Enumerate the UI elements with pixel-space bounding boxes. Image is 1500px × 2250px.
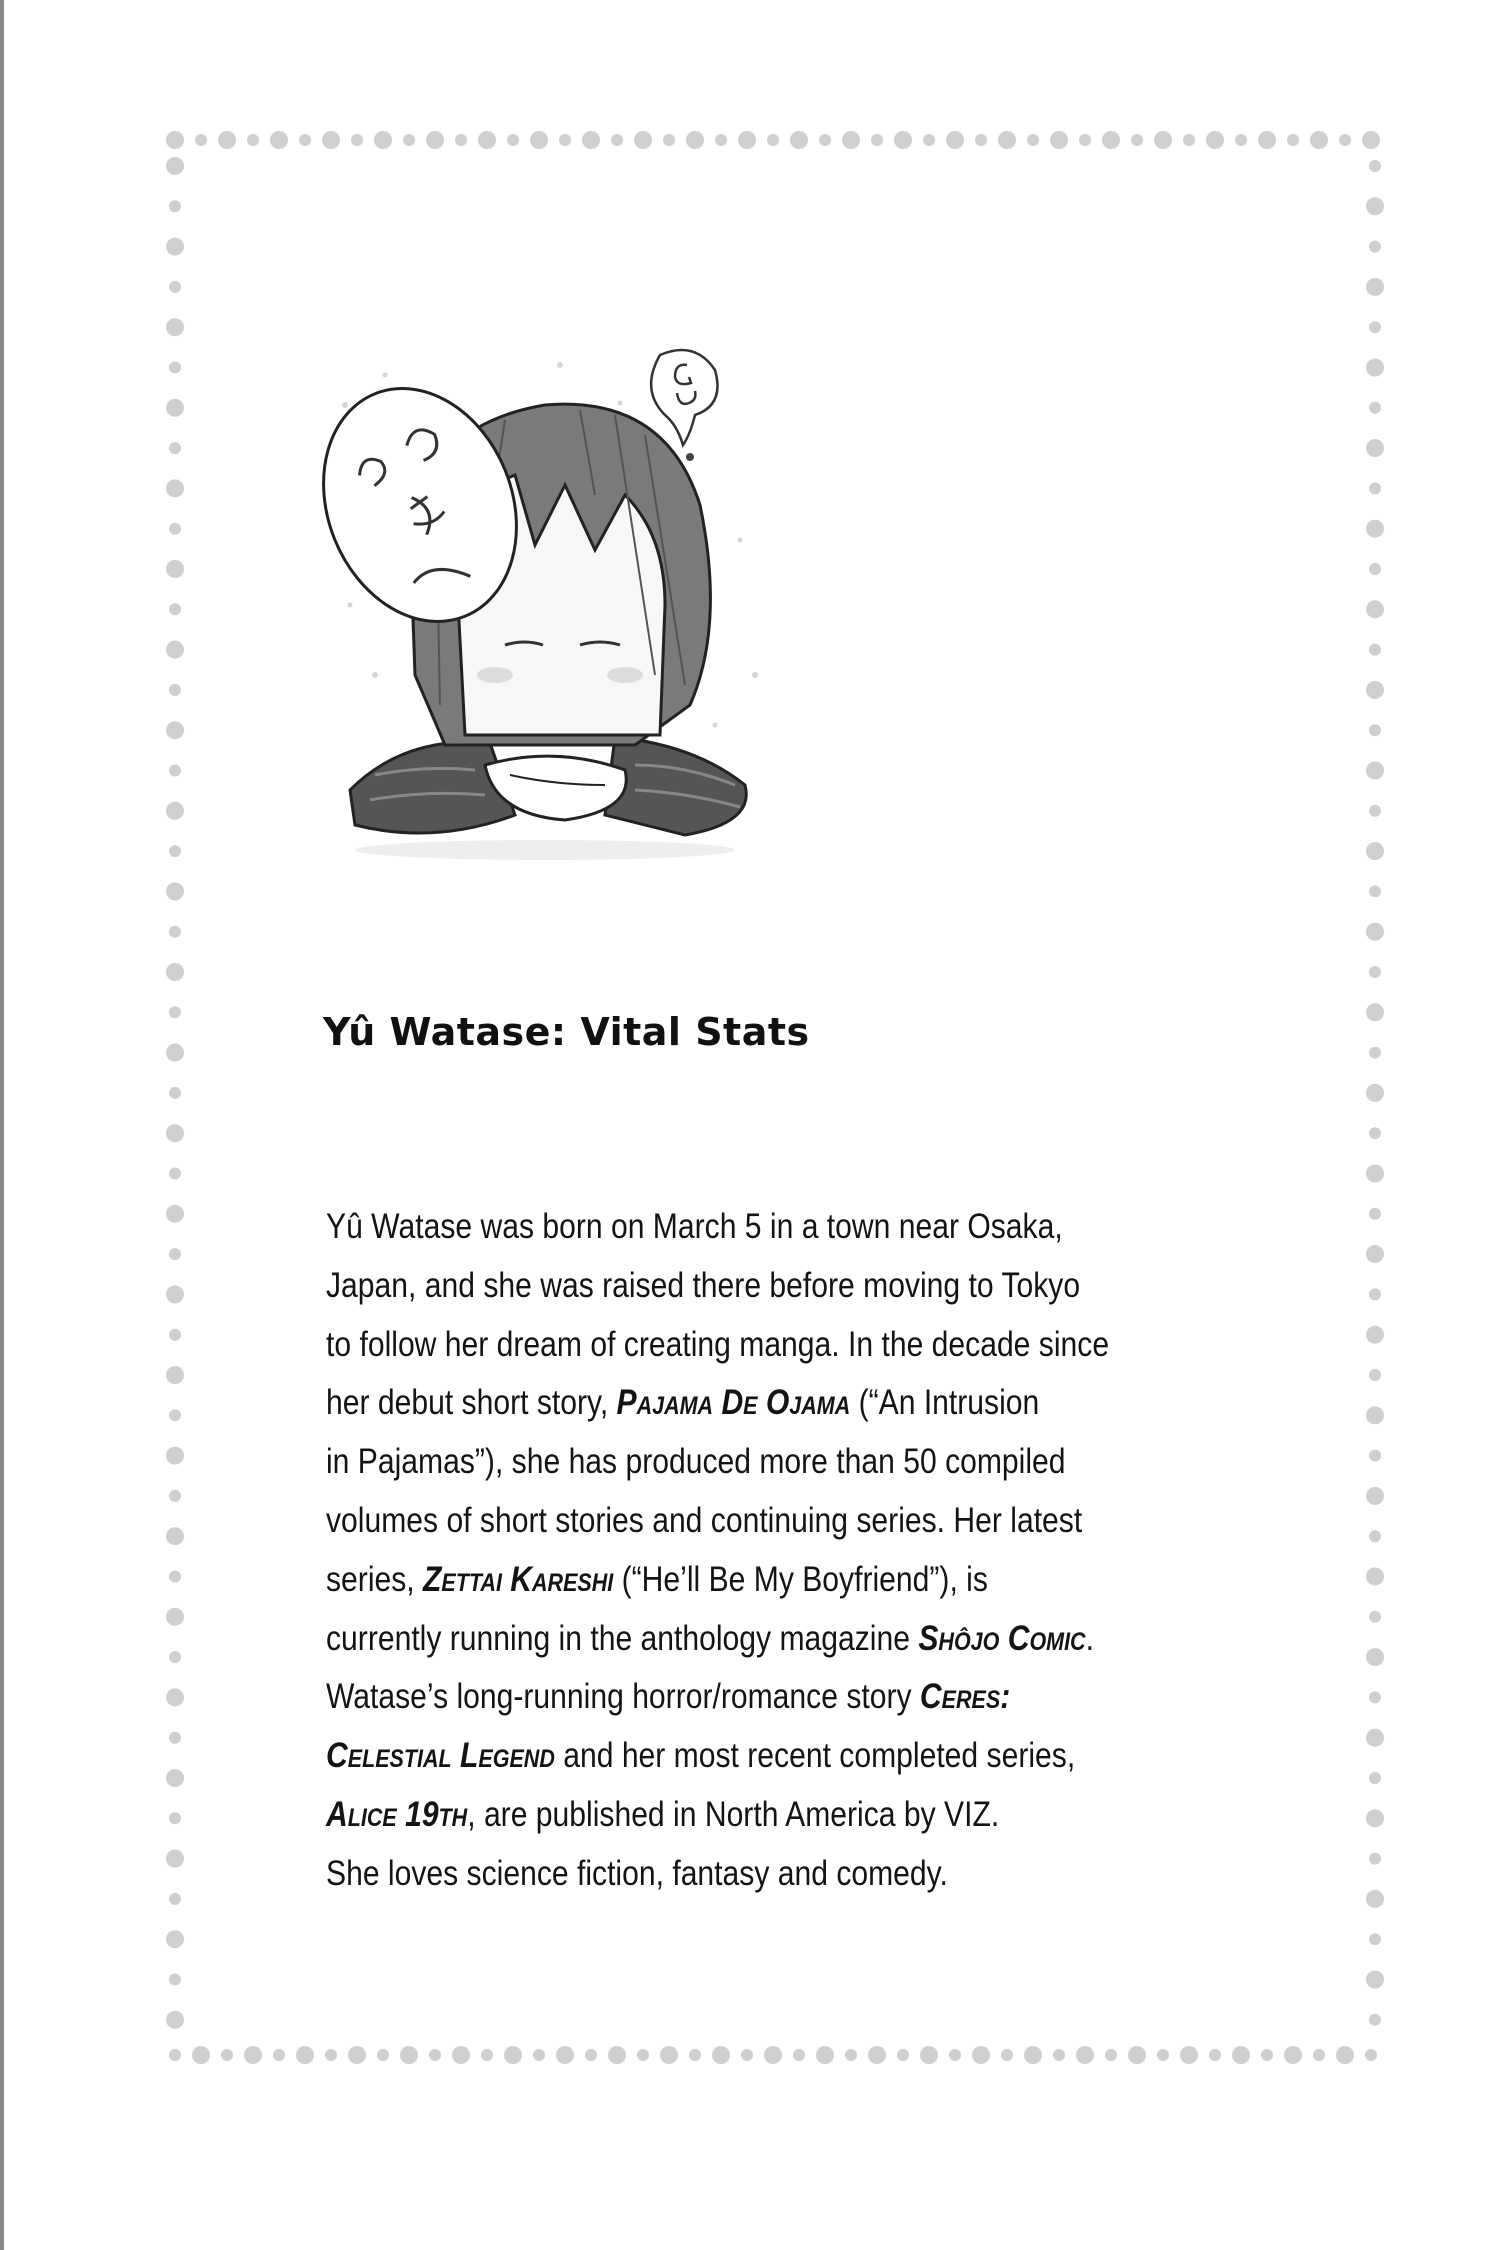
border-dot: [166, 399, 184, 417]
bio-text: in Pajamas”), she has produced more than 50 compiled: [326, 1442, 1066, 1482]
bio-text: her debut short story,: [326, 1383, 617, 1423]
border-dot: [166, 238, 184, 256]
border-dot: [169, 200, 181, 212]
border-dot: [169, 1006, 181, 1018]
border-dot: [1369, 1208, 1381, 1220]
border-dot: [1313, 2049, 1325, 2061]
border-dot: [273, 2049, 285, 2061]
border-dot: [1180, 2046, 1198, 2064]
work-title: Alice 19th: [326, 1794, 468, 1834]
border-dot: [166, 1285, 184, 1303]
bio-text: series,: [326, 1559, 424, 1599]
border-dot: [166, 1769, 184, 1787]
border-dot: [1366, 600, 1384, 618]
bio-heading: Yû Watase: Vital Stats: [323, 1010, 810, 1054]
border-dot: [1369, 241, 1381, 253]
border-dot: [169, 1329, 181, 1341]
border-dot: [1366, 1890, 1384, 1908]
border-dot: [1369, 1047, 1381, 1059]
bio-line: [326, 1610, 1100, 1669]
border-dot: [507, 134, 519, 146]
border-dot: [221, 2049, 233, 2061]
border-dot: [1235, 134, 1247, 146]
border-dot: [1369, 1853, 1381, 1865]
border-dot: [767, 134, 779, 146]
border-dot: [1369, 1772, 1381, 1784]
bio-text: and her most recent completed series,: [554, 1736, 1076, 1776]
border-dot: [218, 131, 236, 149]
border-dot: [1183, 134, 1195, 146]
border-dot: [1079, 134, 1091, 146]
page-spine-edge: [0, 0, 4, 2250]
border-dot: [166, 1366, 184, 1384]
border-dot: [842, 131, 860, 149]
border-dot: [949, 2049, 961, 2061]
border-dot: [169, 845, 181, 857]
border-dot: [1366, 1568, 1384, 1586]
border-dot: [348, 2046, 366, 2064]
border-dot: [169, 684, 181, 696]
border-dot: [169, 523, 181, 535]
bio-text: She loves science fiction, fantasy and comedy.: [326, 1853, 948, 1893]
work-title: Shôjo Comic: [918, 1618, 1086, 1658]
border-dot: [166, 157, 184, 175]
border-dot: [169, 281, 181, 293]
border-dot: [660, 2046, 678, 2064]
border-dot: [1369, 1450, 1381, 1462]
bio-text: Yû Watase was born on March 5 in a town near Osaka,: [326, 1207, 1063, 1246]
border-dot: [972, 2046, 990, 2064]
border-dot: [322, 131, 340, 149]
border-dot: [166, 963, 184, 981]
work-title: Zettai Kareshi: [423, 1559, 614, 1599]
border-dot: [169, 1168, 181, 1180]
border-dot: [166, 1124, 184, 1142]
border-dot: [637, 2049, 649, 2061]
border-dot: [169, 1490, 181, 1502]
work-title: Pajama De Ojama: [616, 1383, 851, 1423]
border-dot: [1310, 131, 1328, 149]
border-dot: [1232, 2046, 1250, 2064]
border-dot: [533, 2049, 545, 2061]
border-dot: [166, 479, 184, 497]
border-dot: [481, 2049, 493, 2061]
border-dot: [975, 134, 987, 146]
border-dot: [663, 134, 675, 146]
bio-line: [326, 1257, 1100, 1316]
border-dot: [1261, 2049, 1273, 2061]
bio-text: to follow her dream of creating manga. In the decade since: [326, 1324, 1110, 1364]
border-dot: [1366, 1326, 1384, 1344]
border-dot: [166, 1447, 184, 1465]
border-dot: [1369, 724, 1381, 736]
border-dot: [504, 2046, 522, 2064]
border-dot: [1369, 1127, 1381, 1139]
bio-line: [326, 1668, 1100, 1727]
border-dot: [741, 2049, 753, 2061]
bio-line: [326, 1433, 1100, 1492]
border-dot: [169, 1732, 181, 1744]
border-dot: [611, 134, 623, 146]
border-dot: [166, 1527, 184, 1545]
border-dot: [1362, 131, 1380, 149]
border-dot: [1050, 131, 1068, 149]
border-dot: [166, 1044, 184, 1062]
border-dot: [478, 131, 496, 149]
border-dot: [1027, 134, 1039, 146]
border-dot: [166, 318, 184, 336]
border-dot: [790, 131, 808, 149]
border-dot: [1154, 131, 1172, 149]
border-dot: [195, 134, 207, 146]
border-dot: [1369, 402, 1381, 414]
border-dot: [452, 2046, 470, 2064]
work-title: Celestial Legend: [326, 1736, 555, 1776]
bio-text: (“He’ll Be My Boyfriend”), is: [613, 1559, 988, 1599]
border-dot: [1102, 131, 1120, 149]
border-dot: [1369, 1288, 1381, 1300]
border-dot: [166, 721, 184, 739]
border-dot: [1128, 2046, 1146, 2064]
border-dot: [166, 1205, 184, 1223]
border-dot: [169, 1248, 181, 1260]
border-dot: [1366, 1729, 1384, 1747]
border-dot: [845, 2049, 857, 2061]
border-dot: [1105, 2049, 1117, 2061]
border-dot: [1076, 2046, 1094, 2064]
border-dot: [530, 131, 548, 149]
border-dot: [1365, 2049, 1377, 2061]
border-dot: [920, 2046, 938, 2064]
bio-text: volumes of short stories and continuing series. Her latest: [326, 1500, 1083, 1540]
border-dot: [169, 926, 181, 938]
border-dot: [634, 131, 652, 149]
border-dot: [1369, 1933, 1381, 1945]
border-dot: [169, 1651, 181, 1663]
border-dot: [244, 2046, 262, 2064]
bio-line: [326, 1845, 1100, 1904]
bio-line: [326, 1316, 1110, 1375]
border-dot: [1369, 482, 1381, 494]
bio-line: [326, 1727, 1100, 1786]
border-dot: [559, 134, 571, 146]
bio-text: , are published in North America by VIZ.: [467, 1794, 1000, 1834]
border-dot: [429, 2049, 441, 2061]
border-dot: [1366, 1003, 1384, 1021]
border-dot: [299, 134, 311, 146]
border-dot: [166, 1930, 184, 1948]
border-dot: [166, 1608, 184, 1626]
border-dot: [166, 1688, 184, 1706]
border-dot: [1366, 762, 1384, 780]
border-dot: [1366, 842, 1384, 860]
border-dot: [1369, 321, 1381, 333]
border-dot: [1024, 2046, 1042, 2064]
work-title: Ceres:: [919, 1677, 1011, 1717]
bio-paragraph: [326, 1198, 1226, 1904]
border-dot: [166, 2011, 184, 2029]
border-dot: [169, 442, 181, 454]
border-dot: [1131, 134, 1143, 146]
border-dot: [1366, 1084, 1384, 1102]
border-dot: [1366, 923, 1384, 941]
border-dot: [169, 1893, 181, 1905]
border-dot: [169, 765, 181, 777]
border-dot: [1339, 134, 1351, 146]
border-dot: [192, 2046, 210, 2064]
border-dot: [1053, 2049, 1065, 2061]
border-dot: [1001, 2049, 1013, 2061]
border-dot: [1369, 644, 1381, 656]
border-dot: [816, 2046, 834, 2064]
border-dot: [1366, 359, 1384, 377]
border-dot: [1336, 2046, 1354, 2064]
border-dot: [1369, 805, 1381, 817]
border-dot: [296, 2046, 314, 2064]
border-dot: [166, 1850, 184, 1868]
border-dot: [1157, 2049, 1169, 2061]
border-dot: [585, 2049, 597, 2061]
border-dot: [1366, 1487, 1384, 1505]
border-dot: [738, 131, 756, 149]
border-dot: [1366, 681, 1384, 699]
border-dot: [1209, 2049, 1221, 2061]
border-dot: [166, 131, 184, 149]
border-dot: [897, 2049, 909, 2061]
border-dot: [374, 131, 392, 149]
border-dot: [426, 131, 444, 149]
border-dot: [166, 641, 184, 659]
bio-text: .: [1085, 1618, 1094, 1658]
border-dot: [871, 134, 883, 146]
bio-line: [326, 1374, 1100, 1433]
border-dot: [712, 2046, 730, 2064]
border-dot: [582, 131, 600, 149]
bio-line: [326, 1492, 1100, 1551]
bio-text: Japan, and she was raised there before moving to Tokyo: [326, 1265, 1081, 1305]
border-dot: [1366, 278, 1384, 296]
border-dot: [868, 2046, 886, 2064]
border-dot: [247, 134, 259, 146]
border-dot: [1369, 1691, 1381, 1703]
border-dot: [1366, 520, 1384, 538]
border-dot: [686, 131, 704, 149]
border-dot: [1366, 197, 1384, 215]
border-dot: [1369, 966, 1381, 978]
border-dot: [1366, 1971, 1384, 1989]
border-dot: [1369, 160, 1381, 172]
border-dot: [169, 1812, 181, 1824]
border-dot: [1369, 1369, 1381, 1381]
border-dot: [455, 134, 467, 146]
border-dot: [169, 362, 181, 374]
border-dot: [1369, 1530, 1381, 1542]
border-dot: [169, 1409, 181, 1421]
border-dot: [1366, 1406, 1384, 1424]
border-dot: [1366, 1809, 1384, 1827]
border-dot: [166, 802, 184, 820]
border-dot: [325, 2049, 337, 2061]
bio-text: currently running in the anthology magazine: [326, 1618, 919, 1658]
border-dot: [946, 131, 964, 149]
border-dot: [400, 2046, 418, 2064]
border-dot: [1206, 131, 1224, 149]
border-dot: [1258, 131, 1276, 149]
bio-line: [326, 1551, 1100, 1610]
border-dot: [1369, 563, 1381, 575]
bio-text: Watase’s long-running horror/romance story: [326, 1677, 920, 1717]
border-dot: [764, 2046, 782, 2064]
border-dot: [1284, 2046, 1302, 2064]
border-dot: [351, 134, 363, 146]
border-dot: [1366, 439, 1384, 457]
border-dot: [608, 2046, 626, 2064]
border-dot: [1287, 134, 1299, 146]
border-dot: [166, 882, 184, 900]
border-dot: [1369, 1611, 1381, 1623]
border-dot: [169, 1974, 181, 1986]
border-dot: [169, 603, 181, 615]
border-dot: [819, 134, 831, 146]
border-dot: [998, 131, 1016, 149]
border-dot: [270, 131, 288, 149]
border-dot: [403, 134, 415, 146]
border-dot: [1366, 1648, 1384, 1666]
border-dot: [1369, 2014, 1381, 2026]
border-dot: [169, 1571, 181, 1583]
border-dot: [689, 2049, 701, 2061]
border-dot: [793, 2049, 805, 2061]
border-dot: [1369, 885, 1381, 897]
bio-line: [326, 1198, 1100, 1257]
border-dot: [1366, 1165, 1384, 1183]
bio-text: (“An Intrusion: [850, 1383, 1040, 1423]
border-dot: [556, 2046, 574, 2064]
border-dot: [923, 134, 935, 146]
bio-line: [326, 1786, 1100, 1845]
border-dot: [1366, 1245, 1384, 1263]
border-dot: [894, 131, 912, 149]
border-dot: [169, 2049, 181, 2061]
border-dot: [166, 560, 184, 578]
border-dot: [715, 134, 727, 146]
author-self-portrait-icon: [315, 345, 795, 865]
border-dot: [377, 2049, 389, 2061]
border-dot: [169, 1087, 181, 1099]
